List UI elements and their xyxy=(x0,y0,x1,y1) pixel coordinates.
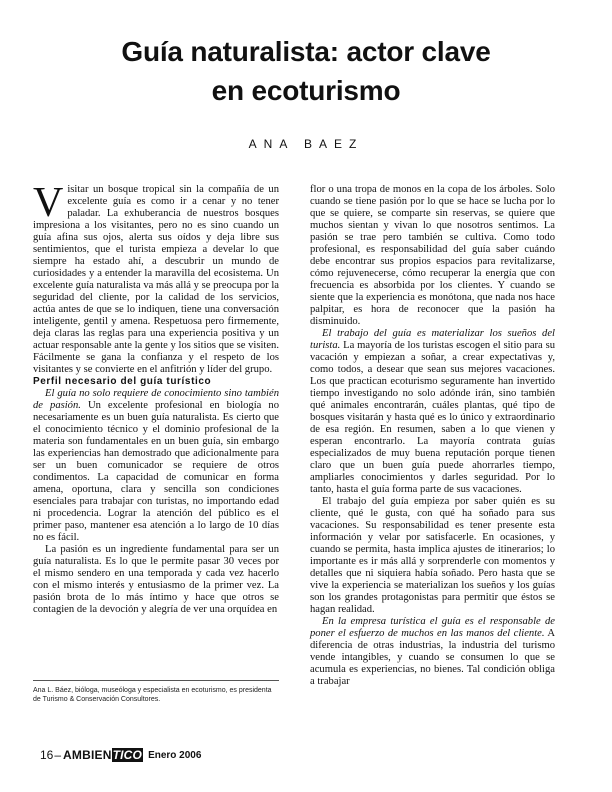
dash-separator: – xyxy=(54,748,62,762)
issue-date: Enero 2006 xyxy=(148,749,202,761)
author-byline: ANA BAEZ xyxy=(248,137,364,151)
page-number: 16 xyxy=(40,748,54,762)
paragraph: La pasión es un ingrediente fundamental para ser un guía naturalista. Es lo que le permite pasar 30 veces por el mismo sendero en una temporada y cada vez hacerlo con el mismo interés y entusiasmo de la primer vez. La pasión brota de lo más íntimo y hace que otros se contagien de la devoción y alegría de ver una orquídea en xyxy=(33,544,279,615)
paragraph xyxy=(310,616,555,688)
paragraph: flor o una tropa de monos en la copa de los árboles. Solo cuando se tiene pasión por lo que se hace se lucha por lo que se quiere, se comparte sin reservas, se quiere que muchos sientan y vivan lo que nosotros sentimos. La pasión se trae pero también se cultiva. Como todo profesional, es responsabilidad del guía saber cuándo debe encontrar sus propios espacios para revitalizarse, cómo rejuvenecerse, cómo recuperar la energía que con frecuencia es absorbida por los clientes. Y cuando se siente que la experiencia es monótona, que nada nos hace palpitar, es hora de reconocer que la pasión ha disminuido. xyxy=(310,184,555,327)
paragraph-text: La mayoría de los turistas escogen el sitio para su vacación y empiezan a soñar, a crear expectativas y, como todos, a desear que sean sus mejores vacaciones. Los que practican ecoturismo seguramente han invertido tiempo investigando no solo adónde irán, sino también qué animales encontrarán, cuáles plantas, qué tipo de bosques visitarán y hasta qué es lo único y extraordinario de esa región. En resumen, saben a lo que vienen y esperan encontrarlo. La mayoría contrata guías especializados de muy buena reputación porque tienen claro que un buen guía puede ahorrarles tiempo, ampliarles conocimientos y darles seguridad. Por lo tanto, hasta el guía forma parte de sus vacaciones. xyxy=(310,340,555,495)
paragraph-text: Un excelente profesional en biología no necesariamente es un buen guía naturalista. Es cierto que el conocimiento técnico y el dominio profesional de la materia son fundamentales en un buen guía, sin embargo las experiencias han demostrado que adicionalmente para ser un buen comunicador se requiere de otros condimentos. La capacidad de comunicar en forma amena, oportuna, clara y sencilla son condiciones esenciales para trabajar con turistas, no importando edad ni procedencia. Lograr la atención del público es el primer paso, mantener esa atención a lo largo de 10 días no es fácil. xyxy=(33,400,279,543)
article-title-line2: en ecoturismo xyxy=(211,75,401,106)
article-title-line1: Guía naturalista: actor clave xyxy=(121,36,491,67)
author-footnote: Ana L. Báez, bióloga, museóloga y especialista en ecoturismo, es presidenta de Turismo & Conservación Consultores. xyxy=(33,687,272,703)
lead-italic: El trabajo del guía es materializar los sueños del turista. xyxy=(310,328,555,351)
paragraph xyxy=(33,388,279,544)
drop-cap: V xyxy=(33,180,64,226)
lead-italic: En la empresa turística el guía es el responsable de poner el esfuerzo de muchos en las manos del cliente. xyxy=(310,616,555,639)
intro-paragraph xyxy=(33,180,279,376)
magazine-logo-part-a: AMBIEN xyxy=(63,748,112,762)
magazine-logo xyxy=(63,748,143,762)
right-column xyxy=(310,184,555,688)
paragraph-text: A diferencia de otras industrias, la industria del turismo vende intangibles, y cuando se consumen lo que se acumula es experiencias, no bienes. Tal condición obliga a trabajar xyxy=(310,628,555,687)
magazine-logo-part-b: TICO xyxy=(112,748,143,762)
footnote-rule xyxy=(33,680,279,681)
intro-text: isitar un bosque tropical sin la compañía de un excelente guía es como ir a cenar y no tener paladar. La exhuberancia de nuestros bosques impresiona a los visitantes, pero no es sino cuando un guía afina sus ojos, alerta sus oídos y deja libre sus sentimientos, que el turista empieza a develar lo que siempre ha estado ahí, a descubrir un mundo de curiosidades y a entender la maravilla del ecosistema. Un excelente guía naturalista va más allá y se preocupa por la seguridad del cliente, por la calidad de los servicios, actúa antes de que se lo indiquen, tiene una conversación inteligente, gentil y amena. Respetuosa pero firmemente, deja claras las reglas para una experiencia positiva y un actuar responsable ante la gente y los sitios que se visiten. Fácilmente se gana la confianza y el respeto de los visitantes y se convierte en el anfitrión y líder del grupo. xyxy=(33,184,279,375)
section-subhead: Perfil necesario del guía turístico xyxy=(33,376,212,387)
left-column xyxy=(33,180,279,616)
page-footer xyxy=(40,748,201,762)
paragraph xyxy=(310,328,555,496)
paragraph: El trabajo del guía empieza por saber quién es su cliente, qué le gusta, con qué ha soñado para sus vacaciones. Su responsabilidad es tener presente esta información y velar por satisfacerle. En ocasiones, y cuando se permita, hasta implica ajustes de itinerarios; lo importante es ir más allá y sorprenderle con momentos y detalles que ni siquiera había soñado. Pero hasta que se vive la experiencia se materializan los sueños y los guías son los grandes protagonistas para permitir que éstos se hagan realidad. xyxy=(310,496,555,615)
lead-italic: El guía no solo requiere de conocimiento sino también de pasión. xyxy=(33,388,279,411)
